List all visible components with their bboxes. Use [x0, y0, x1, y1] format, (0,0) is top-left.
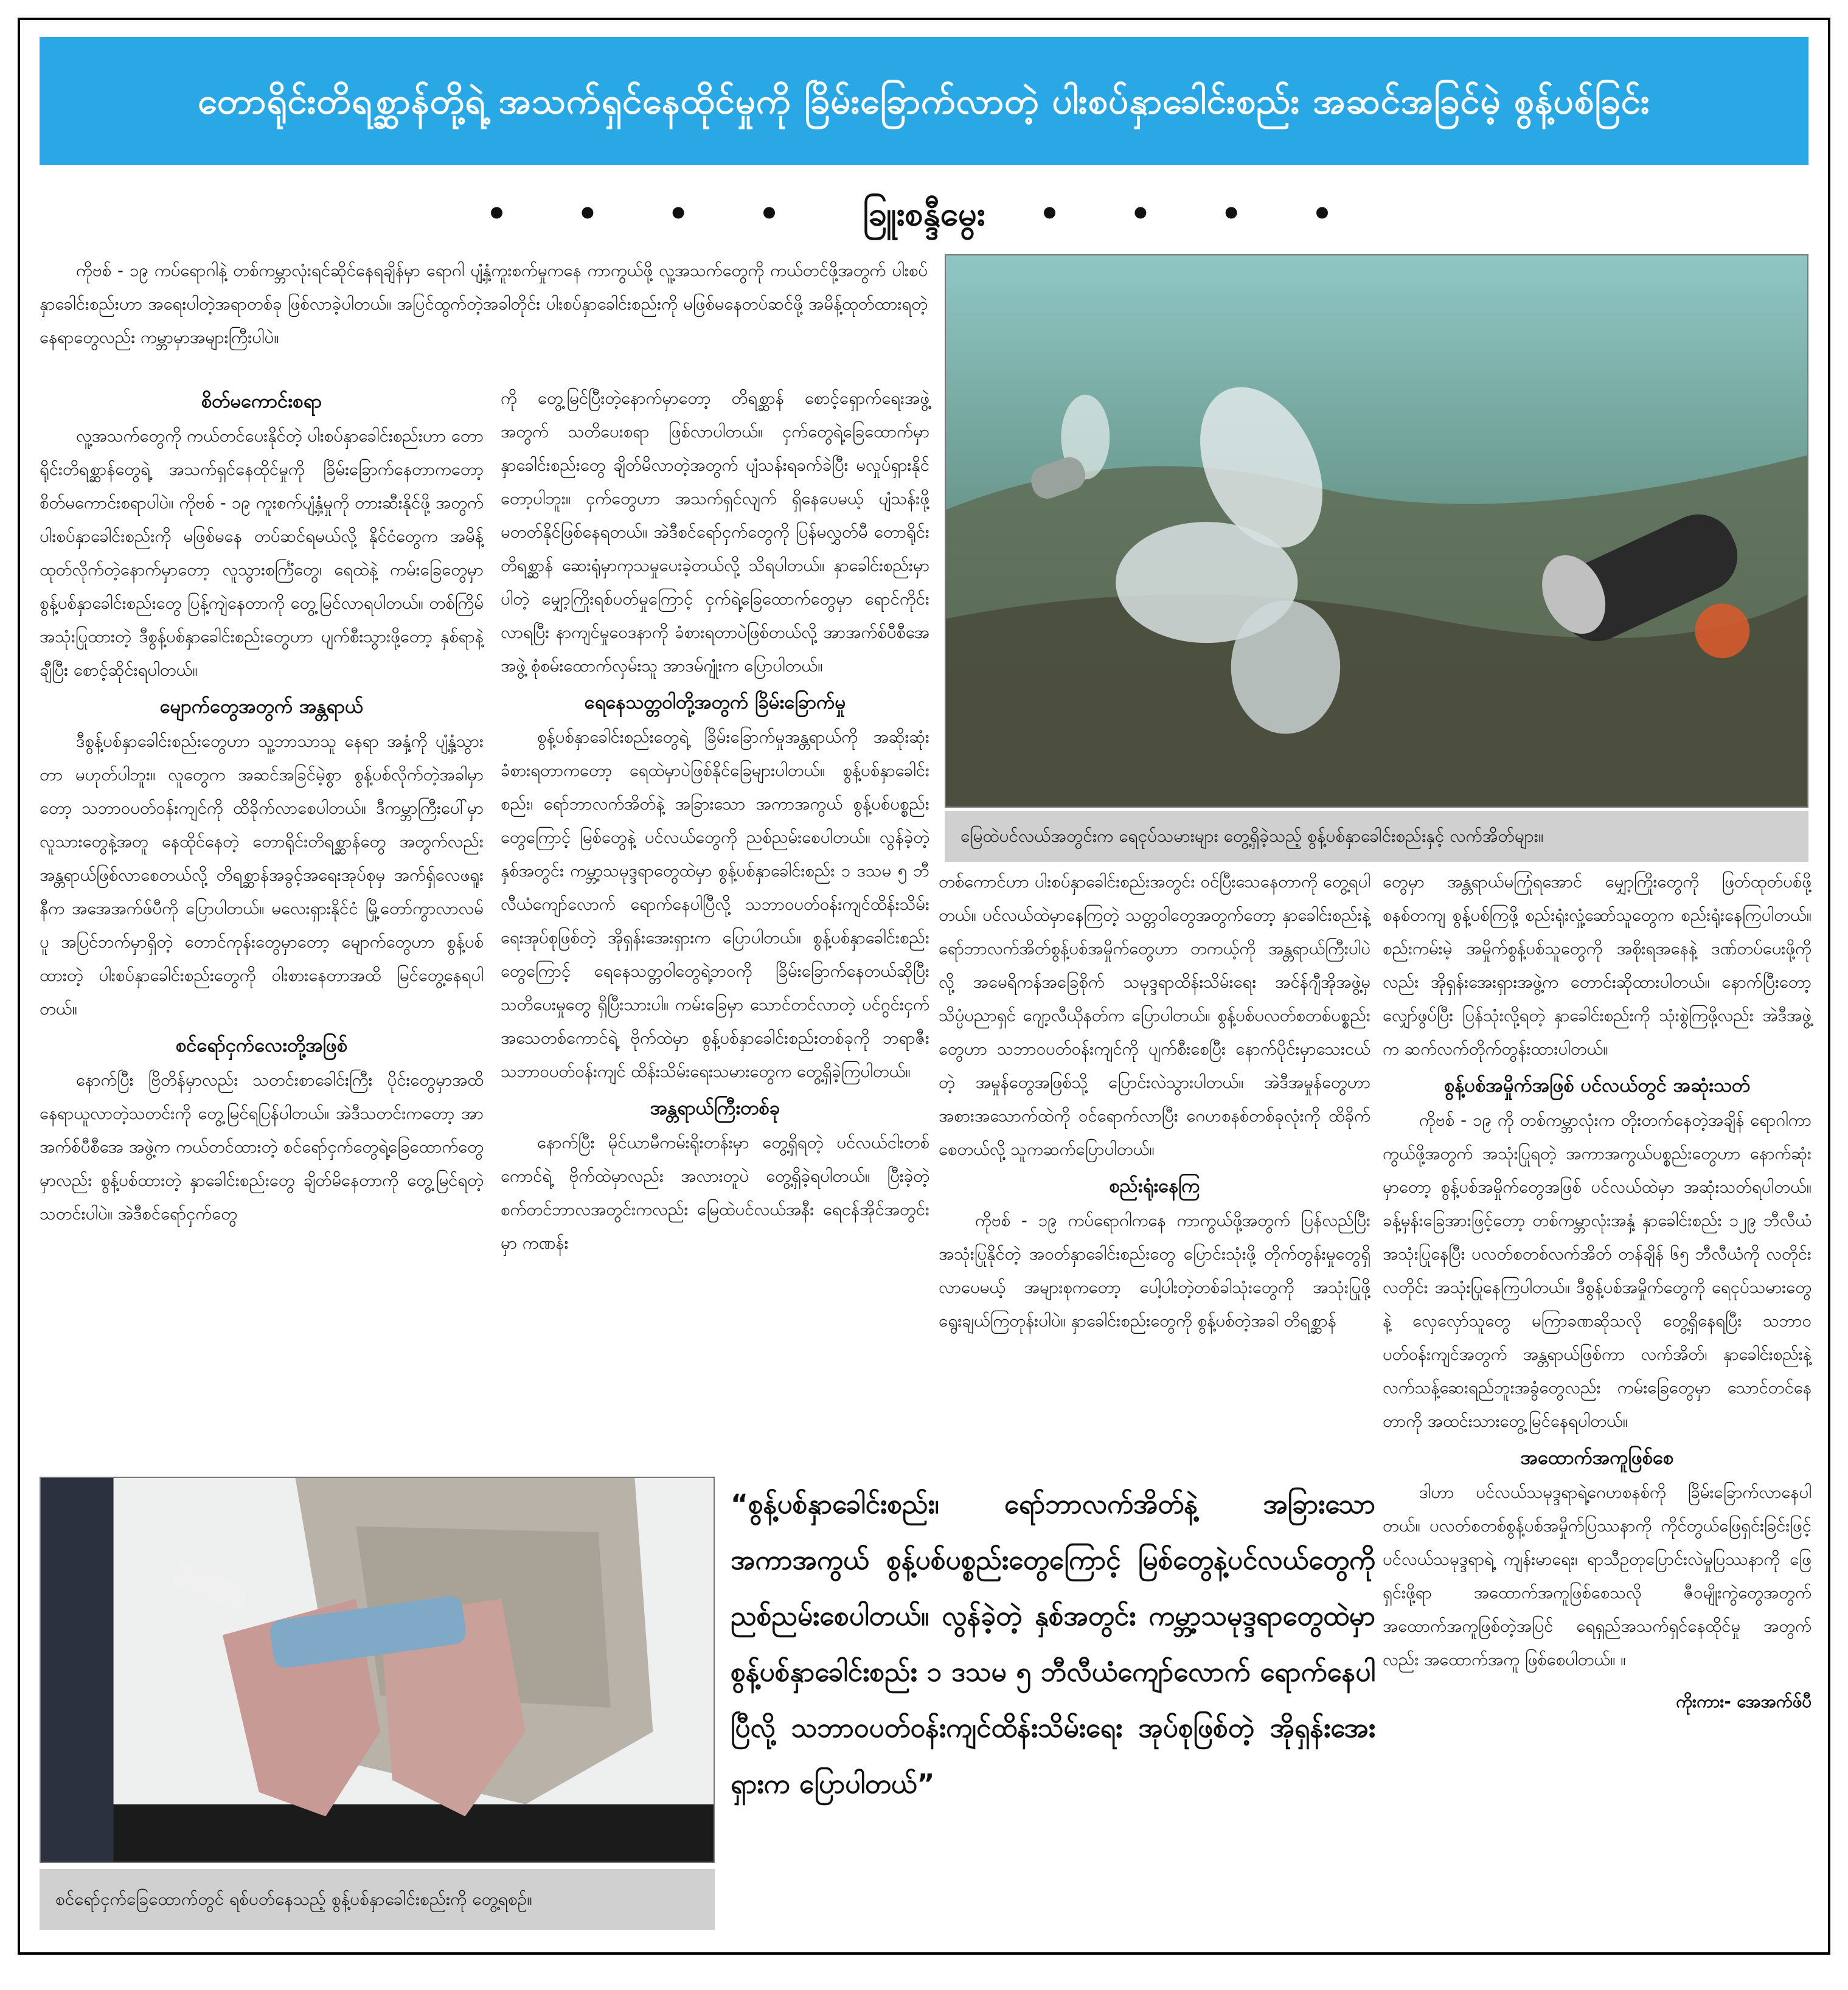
col1-paragraph: လူ့အသက်တွေကို ကယ်တင်ပေးနိုင်တဲ့ ပါးစပ်နှာခေါင်းစည်းဟာ တောရိုင်းတိရစ္ဆာန်တွေရဲ့ အသက်ရှင်နေထိုင်မှုကို ခြိမ်းခြောက်နေတာကတော့ စိတ်မကောင်းစရာပါပဲ။ ကိုဗစ် - ၁၉ ကူးစက်ပျံ့နှံ့မှုကို တားဆီးနိုင်ဖို့ အတွက် ပါးစပ်နှာခေါင်းစည်းကို မဖြစ်မနေ တပ်ဆင်ရမယ်လို့ နိုင်ငံတွေက အမိန့်ထုတ်လိုက်တဲ့နောက်မှာတော့ လူသွားစင်္ကြံတွေ၊ ရေထဲနဲ့ ကမ်းခြေတွေမှာ စွန့်ပစ်နှာခေါင်းစည်းတွေ ပြန့်ကျဲနေတာကို တွေ့မြင်လာရပါတယ်။ တစ်ကြိမ်အသုံးပြုထားတဲ့ ဒီစွန့်ပစ်နှာခေါင်းစည်းတွေဟာ ပျက်စီးသွားဖို့တော့ နှစ်ရာနဲ့ချီပြီး စောင့်ဆိုင်းရပါတယ်။	[40, 426, 484, 680]
col4-paragraph: ဒါဟာ ပင်လယ်သမုဒ္ဒရာရဲ့ဂေဟစနစ်ကို ခြိမ်းခြောက်လာနေပါတယ်။ ပလတ်စတစ်စွန့်ပစ်အမှိုက်ပြဿနာကို ကိုင်တွယ်ဖြေရှင်းခြင်းဖြင့် ပင်လယ်သမုဒ္ဒရာရဲ့ ကျန်းမာရေး၊ ရာသီဥတုပြောင်းလဲမှုပြဿနာကို ဖြေရှင်းဖို့ရာ အထောက်အကူဖြစ်စေသလို ဇီဝမျိုးကွဲတွေအတွက် အထောက်အကူဖြစ်တဲ့အပြင် ရေရှည်အသက်ရှင်နေထိုင်မှု အတွက်လည်း အထောက်အကူ ဖြစ်စေပါတယ်။ ။	[1383, 1483, 1812, 1669]
col2-paragraph: ကို တွေ့မြင်ပြီးတဲ့နောက်မှာတော့ တိရစ္ဆာန် စောင့်ရှောက်ရေးအဖွဲ့အတွက် သတိပေးစရာ ဖြစ်လာပါတယ်။ ငှက်တွေရဲ့ခြေထောက်မှာ နှာခေါင်းစည်းတွေ ချိတ်မိလာတဲ့အတွက် ပျံသန်းရခက်ခဲပြီး မလှုပ်ရှားနိုင်တော့ပါဘူး။ ငှက်တွေဟာ အသက်ရှင်လျက် ရှိနေပေမယ့် ပျံသန်းဖို့ မတတ်နိုင်ဖြစ်နေရတယ်။ အဲဒီစင်ရော်ငှက်တွေကို ပြန်မလွှတ်မီ တောရိုင်းတိရစ္ဆာန် ဆေးရုံမှာကုသမှုပေးခဲ့တယ်လို့ သိရပါတယ်။ နှာခေါင်းစည်းမှာပါတဲ့ မျှော့ကြိုးရစ်ပတ်မှုကြောင့် ငှက်ရဲ့ခြေထောက်တွေမှာ ရောင်ကိုင်းလာရပြီး နာကျင်မှုဝေဒနာကို ခံစားရတာပဲဖြစ်တယ်လို့ အာအက်စ်ပီစီအေအဖွဲ့ စုံစမ်းထောက်လှမ်းသူ အာဒမ်ဂျုံးက ပြောပါတယ်။	[501, 389, 929, 676]
col4-paragraph: ကိုဗစ် - ၁၉ ကို တစ်ကမ္ဘာလုံးက တိုးတက်နေတဲ့အချိန် ရောဂါကာကွယ်ဖို့အတွက် အသုံးပြုရတဲ့ အကာအကွယ်ပစ္စည်းတွေဟာ နောက်ဆုံးမှာတော့ စွန့်ပစ်အမှိုက်တွေအဖြစ် ပင်လယ်ထဲမှာ အဆုံးသတ်ရပါတယ်။ ခန့်မှန်းခြေအားဖြင့်တော့ တစ်ကမ္ဘာလုံးအနှံ့ နှာခေါင်းစည်း ၁၂၉ ဘီလီယံအသုံးပြုနေပြီး ပလတ်စတစ်လက်အိတ် တန်ချိန် ၆၅ ဘီလီယံကို လတိုင်း လတိုင်း အသုံးပြုနေကြပါတယ်။ ဒီစွန့်ပစ်အမှိုက်တွေကို ရေငုပ်သမားတွေနဲ့ လှေလှော်သူတွေ မကြာခဏဆိုသလို တွေ့ရှိနေရပြီး သဘာဝပတ်ဝန်းကျင်အတွက် အန္တရာယ်ဖြစ်ကာ လက်အိတ်၊ နှာခေါင်းစည်းနဲ့ လက်သန့်ဆေးရည်ဘူးအခွံတွေလည်း ကမ်းခြေတွေမှာ သောင်တင်နေတာကို အထင်းသားတွေ့မြင်နေရပါတယ်။	[1383, 1111, 1812, 1431]
subhead-marine-threat: ရေနေသတ္တဝါတို့အတွက် ခြိမ်းခြောက်မှု	[584, 692, 846, 713]
col2-paragraph: စွန့်ပစ်နှာခေါင်းစည်းတွေရဲ့ ခြိမ်းခြောက်မှုအန္တရာယ်ကို အဆိုးဆုံးခံစားရတာကတော့ ရေထဲမှာပဲဖြစ်နိုင်ခြေများပါတယ်။ စွန့်ပစ်နှာခေါင်းစည်း၊ ရော်ဘာလက်အိတ်နဲ့ အခြားသော အကာအကွယ် စွန့်ပစ်ပစ္စည်းတွေကြောင့် မြစ်တွေနဲ့ ပင်လယ်တွေကို ညစ်ညမ်းစေပါတယ်။ လွန်ခဲ့တဲ့ နှစ်အတွင်း ကမ္ဘာ့သမုဒ္ဒရာတွေထဲမှာ စွန့်ပစ်နှာခေါင်းစည်း ၁ ဒသမ ၅ ဘီလီယံကျော်လောက် ရောက်နေပါပြီလို့ သဘာဝပတ်ဝန်းကျင်ထိန်းသိမ်းရေးအုပ်စုဖြစ်တဲ့ အိုရှန်းအေးရှားက ပြောပါတယ်။ စွန့်ပစ်နှာခေါင်းစည်းတွေကြောင့် ရေနေသတ္တဝါတွေရဲ့ဘဝကို ခြိမ်းခြောက်နေတယ်ဆိုပြီး သတိပေးမှုတွေ ရှိပြီးသားပါ။ ကမ်းခြေမှာ သောင်တင်လာတဲ့ ပင်ဂွင်းငှက်အသေတစ်ကောင်ရဲ့ ဗိုက်ထဲမှာ စွန့်ပစ်နှာခေါင်းစည်းတစ်ခုကို ဘရာဇီး သဘာဝပတ်ဝန်းကျင် ထိန်းသိမ်းရေးသမားတွေက တွေ့ရှိခဲ့ကြပါတယ်။	[501, 727, 929, 1081]
headline-banner	[40, 37, 1808, 165]
subhead-helpful: အထောက်အကူဖြစ်စေ	[1520, 1447, 1674, 1469]
subhead-monkeys: မျောက်တွေအတွက် အန္တရာယ်	[159, 696, 364, 718]
byline	[20, 193, 1828, 241]
seagull-feet-photo	[40, 1477, 715, 1863]
subhead-campaigning: စည်းရုံးနေကြ	[1109, 1175, 1200, 1197]
newspaper-page	[18, 18, 1830, 1955]
subhead-sad: စိတ်မကောင်းစရာ	[201, 390, 322, 412]
byline-dots-left: • • • •	[486, 195, 809, 233]
col4-paragraph: တွေမှာ အန္တရာယ်မကြုံရအောင် မျှော့ကြိုးတွေကို ဖြတ်ထုတ်ပစ်ဖို့ စနစ်တကျ စွန့်ပစ်ကြဖို့ စည်းရုံးလှုံ့ဆော်သူတွေက စည်းရုံးနေကြပါတယ်။ စည်းကမ်းမဲ့ အမှိုက်စွန့်ပစ်သူတွေကို အစိုးရအနေနဲ့ ဒဏ်တပ်ပေးဖို့ကိုလည်း အိုရှန်းအေးရှားအဖွဲ့က တောင်းဆိုထားပါတယ်။ နောက်ပြီးတော့ လျှော်ဖွပ်ပြီး ပြန်သုံးလို့ရတဲ့ နှာခေါင်းစည်းကို သုံးစွဲကြဖို့လည်း အဲဒီအဖွဲ့က ဆက်လက်တိုက်တွန်းထားပါတယ်။	[1383, 872, 1812, 1059]
source-credit: ကိုးကား- အေအက်ဖ်ပီ	[1676, 1692, 1812, 1711]
column-1	[40, 382, 484, 1231]
col3-paragraph: တစ်ကောင်ဟာ ပါးစပ်နှာခေါင်းစည်းအတွင်း ဝင်ပြီးသေနေတာကို တွေ့ရပါတယ်။ ပင်လယ်ထဲမှာနေကြတဲ့ သတ္တဝါတွေအတွက်တော့ နှာခေါင်းစည်းနဲ့ ရော်ဘာလက်အိတ်စွန့်ပစ်အမှိုက်တွေဟာ တကယ့်ကို အန္တရာယ်ကြီးပါပဲလို့ အမေရိကန်အခြေစိုက် သမုဒ္ဒရာထိန်းသိမ်းရေး အင်န်ဂျီအိုအဖွဲ့မှ သိပ္ပံပညာရှင် ဂျော့လီယိုနတ်က ပြောပါတယ်။ စွန့်ပစ်ပလတ်စတစ်ပစ္စည်းတွေဟာ သဘာဝပတ်ဝန်းကျင်ကို ပျက်စီးစေပြီး နောက်ပိုင်းမှာသေးငယ်တဲ့ အမှုန်တွေအဖြစ်သို့ ပြောင်းလဲသွားပါတယ်။ အဲဒီအမှုန်တွေဟာ အစားအသောက်ထဲကို ဝင်ရောက်လာပြီး ဂေဟစနစ်တစ်ခုလုံးကို ထိခိုက်စေတယ်လို့ သူကဆက်ပြောပါတယ်။	[939, 872, 1370, 1159]
underwater-debris-photo	[945, 254, 1808, 808]
photo-caption: မြေထဲပင်လယ်အတွင်းက ရေငုပ်သမားများ တွေ့ရှိခဲ့သည့် စွန့်ပစ်နှာခေါင်းစည်းနှင့် လက်အိတ်များ။	[945, 811, 1808, 862]
subhead-big-danger: အန္တရာယ်ကြီးတစ်ခု	[650, 1097, 780, 1119]
col1-paragraph: နောက်ပြီး ဗြိတိန်မှာလည်း သတင်းစာခေါင်းကြီး ပိုင်းတွေမှာအထိ နေရာယူလာတဲ့သတင်းကို တွေ့မြင်ရပြန်ပါတယ်။ အဲဒီသတင်းကတော့ အာအက်စ်ပီစီအေ အဖွဲ့က ကယ်တင်ထားတဲ့ စင်ရော်ငှက်တွေရဲ့ခြေထောက်တွေမှာလည်း စွန့်ပစ်ထားတဲ့ နှာခေါင်းစည်းတွေ ချိတ်မိနေတာကို တွေ့မြင်ရတဲ့သတင်းပါပဲ။ အဲဒီစင်ရော်ငှက်တွေ	[40, 1070, 484, 1224]
col2-paragraph: နောက်ပြီး မိုင်ယာမီကမ်းရိုးတန်းမှာ တွေ့ရှိရတဲ့ ပင်လယ်ငါးတစ်ကောင်ရဲ့ ဗိုက်ထဲမှာလည်း အလားတူပဲ တွေ့ရှိခဲ့ရပါတယ်။ ပြီးခဲ့တဲ့ စက်တင်ဘာလအတွင်းကလည်း မြေထဲပင်လယ်အနီး ရေငန်အိုင်အတွင်းမှာ ကဏန်း	[501, 1133, 929, 1253]
subhead-ocean-end: စွန့်ပစ်အမှိုက်အဖြစ် ပင်လယ်တွင် အဆုံးသတ်	[1443, 1075, 1751, 1097]
author-name: ခြူးစန္ဒီမွေး	[863, 195, 985, 233]
byline-dots-right: • • • •	[1039, 195, 1362, 233]
column-2	[501, 382, 929, 1260]
photo-caption: စင်ရော်ငှက်ခြေထောက်တွင် ရစ်ပတ်နေသည့် စွန့်ပစ်နှာခေါင်းစည်းကို တွေ့ရစဉ်။	[40, 1869, 715, 1930]
intro-text: ကိုဗစ် - ၁၉ ကပ်ရောဂါနဲ့ တစ်ကမ္ဘာလုံးရင်ဆိုင်နေရချိန်မှာ ရောဂါ ပျံ့နှံ့ကူးစက်မှုကနေ ကာကွယ်ဖို့ လူ့အသက်တွေကို ကယ်တင်ဖို့အတွက် ပါးစပ်နှာခေါင်းစည်းဟာ အရေးပါတဲ့အရာတစ်ခု ဖြစ်လာခဲ့ပါတယ်။ အပြင်ထွက်တဲ့အခါတိုင်း ပါးစပ်နှာခေါင်းစည်းကို မဖြစ်မနေတပ်ဆင်ဖို့ အမိန့်ထုတ်ထားရတဲ့နေရာတွေလည်း ကမ္ဘာမှာအများကြီးပါပဲ။	[40, 261, 928, 347]
pull-quote: “စွန့်ပစ်နှာခေါင်းစည်း၊ ရော်ဘာလက်အိတ်နဲ့ အခြားသောအကာအကွယ် စွန့်ပစ်ပစ္စည်းတွေကြောင့် မြစ်တွေနဲ့ပင်လယ်တွေကို ညစ်ညမ်းစေပါတယ်။ လွန်ခဲ့တဲ့ နှစ်အတွင်း ကမ္ဘာ့သမုဒ္ဒရာတွေထဲမှာ စွန့်ပစ်နှာခေါင်းစည်း ၁ ဒသမ ၅ ဘီလီယံကျော်လောက် ရောက်နေပါပြီလို့ သဘာဝပတ်ဝန်းကျင်ထိန်းသိမ်းရေး အုပ်စုဖြစ်တဲ့ အိုရှန်းအေးရှားက ပြောပါတယ်”	[731, 1489, 1375, 1800]
column-4	[1383, 865, 1812, 1719]
col1-paragraph: ဒီစွန့်ပစ်နှာခေါင်းစည်းတွေဟာ သူ့ဘာသာသူ နေရာ အနှံ့ကို ပျံ့နှံ့သွားတာ မဟုတ်ပါဘူး။ လူတွေက အဆင်အခြင်မဲ့စွာ စွန့်ပစ်လိုက်တဲ့အခါမှာတော့ သဘာဝပတ်ဝန်းကျင်ကို ထိခိုက်လာစေပါတယ်။ ဒီကမ္ဘာကြီးပေါ်မှာ လူသားတွေနဲ့အတူ နေထိုင်နေတဲ့ တောရိုင်းတိရစ္ဆာန်တွေ အတွက်လည်း အန္တရာယ်ဖြစ်လာစေတယ်လို့ တိရစ္ဆာန်အခွင့်အရေးအုပ်စုမှ အက်ရှ်လေဖရူးနီက အအေအက်ဖ်ပီကို ပြောပါတယ်။ မလေးရှားနိုင်ငံ မြို့တော်ကွာလာလမ်ပူ အပြင်ဘက်မှာရှိတဲ့ တောင်ကုန်းတွေမှာတော့ မျောက်တွေဟာ စွန့်ပစ်ထားတဲ့ ပါးစပ်နှာခေါင်းစည်းတွေကို ဝါးစားနေတာအထိ မြင်တွေ့နေရပါတယ်။	[40, 732, 484, 1019]
intro-paragraph	[40, 254, 928, 355]
col3-paragraph: ကိုဗစ် - ၁၉ ကပ်ရောဂါကနေ ကာကွယ်ဖို့အတွက် ပြန်လည်ပြီးအသုံးပြုနိုင်တဲ့ အဝတ်နှာခေါင်းစည်းတွေ ပြောင်းသုံးဖို့ တိုက်တွန်းမှုတွေရှိလာပေမယ့် အများစုကတော့ ပေါ့ပါးတဲ့တစ်ခါသုံးတွေကို အသုံးပြုဖို့ ရွေးချယ်ကြတုန်းပါပဲ။ နှာခေါင်းစည်းတွေကို စွန့်ပစ်တဲ့အခါ တိရစ္ဆာန်	[939, 1211, 1370, 1331]
subhead-seagulls: စင်ရော်ငှက်လေးတို့အဖြစ်	[175, 1035, 348, 1056]
column-3	[939, 865, 1370, 1338]
headline: တောရိုင်းတိရစ္ဆာန်တို့ရဲ့ အသက်ရှင်နေထိုင်မှုကို ခြိမ်းခြောက်လာတဲ့ ပါးစပ်နှာခေါင်းစည်း အဆင်အခြင်မဲ့ စွန့်ပစ်ခြင်း	[198, 80, 1650, 122]
